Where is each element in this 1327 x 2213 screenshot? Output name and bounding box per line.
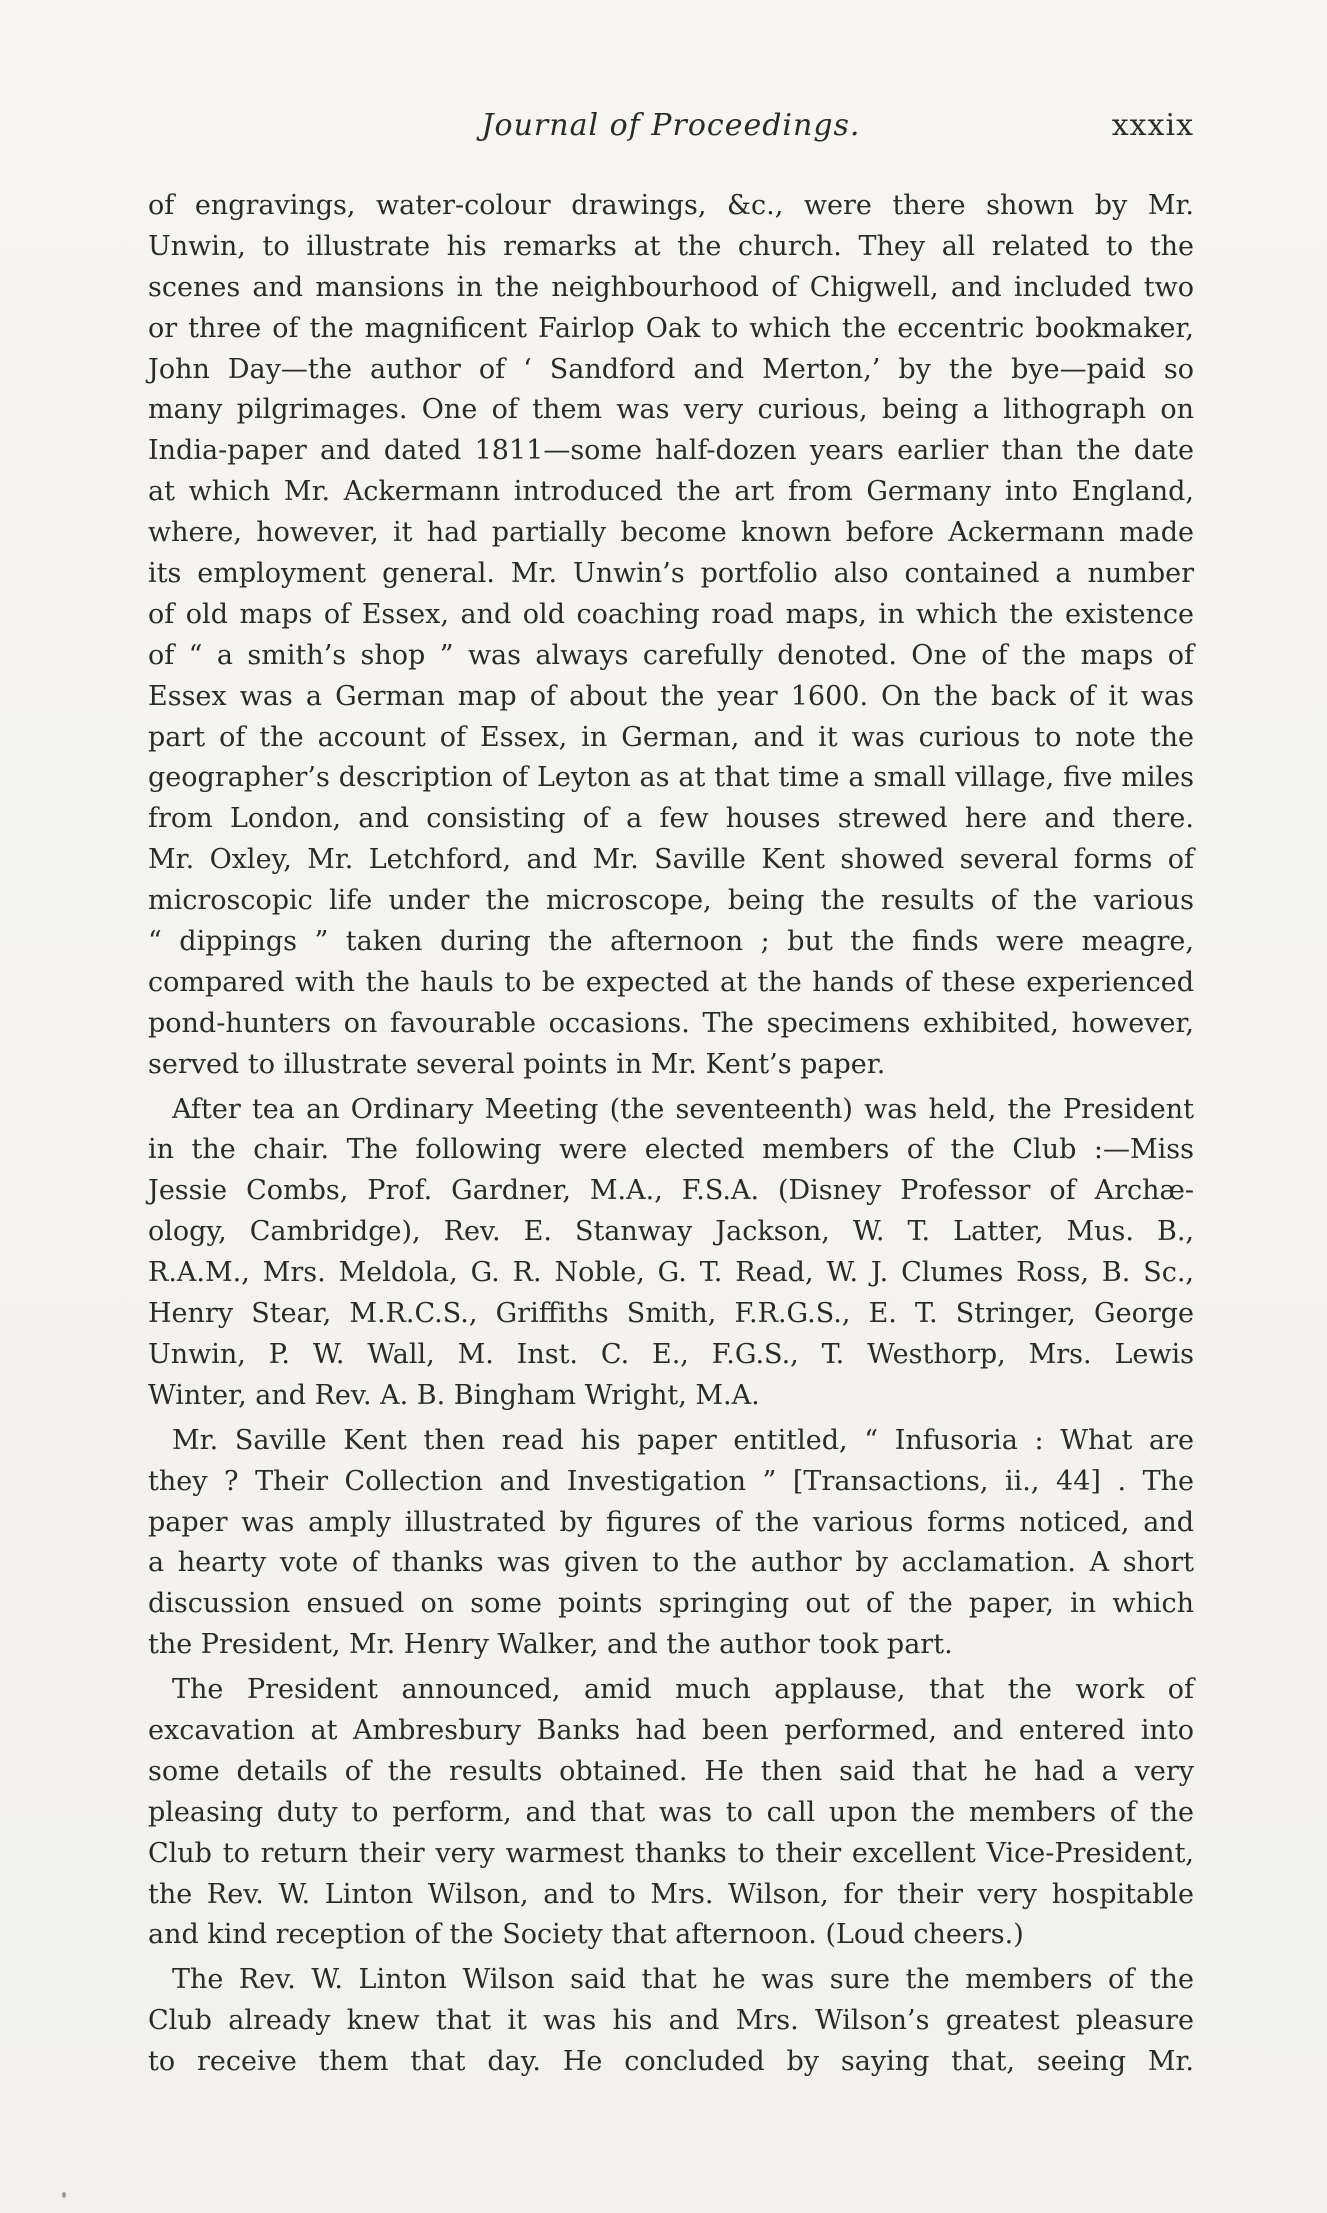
text-line: from London, and consisting of a few houses strewed here and there.: [148, 803, 1194, 835]
page-number: xxxix: [1111, 108, 1194, 143]
text-line: Essex was a German map of about the year 1600. On the back of it was: [148, 680, 1194, 712]
text-line: to receive them that day. He concluded by saying that, seeing Mr.: [148, 2046, 1194, 2078]
text-line: in the chair. The following were elected members of the Club :—Miss: [148, 1134, 1194, 1166]
text-line: The Rev. W. Linton Wilson said that he was sure the members of the: [172, 1964, 1194, 1996]
text-line: pleasing duty to perform, and that was to call upon the members of the: [148, 1796, 1194, 1828]
text-line: discussion ensued on some points springing out of the paper, in which: [148, 1588, 1194, 1620]
text-line: paper was amply illustrated by figures of the various forms noticed, and: [148, 1506, 1194, 1538]
text-line: After tea an Ordinary Meeting (the seventeenth) was held, the President: [172, 1093, 1194, 1125]
running-head: [148, 108, 1194, 152]
text-line: R.A.M., Mrs. Meldola, G. R. Noble, G. T. Read, W. J. Clumes Ross, B. Sc.,: [148, 1257, 1194, 1289]
paragraph: [148, 186, 1194, 1086]
text-line: its employment general. Mr. Unwin’s portfolio also contained a number: [148, 558, 1194, 590]
text-line: Winter, and Rev. A. B. Bingham Wright, M.A.: [148, 1379, 760, 1411]
text-line: geographer’s description of Leyton as at that time a small village, five miles: [148, 762, 1194, 794]
text-line: compared with the hauls to be expected at the hands of these experienced: [148, 966, 1194, 998]
text-line: Club already knew that it was his and Mrs. Wilson’s greatest pleasure: [148, 2005, 1194, 2037]
text-line: and kind reception of the Society that afternoon. (Loud cheers.): [148, 1919, 1024, 1951]
text-line: “ dippings ” taken during the afternoon ; but the finds were meagre,: [148, 926, 1194, 958]
text-line: of engravings, water-colour drawings, &c., were there shown by Mr.: [148, 190, 1194, 221]
text-line: many pilgrimages. One of them was very curious, being a lithograph on: [148, 394, 1194, 426]
text-line: the Rev. W. Linton Wilson, and to Mrs. Wilson, for their very hospitable: [148, 1878, 1194, 1910]
text-line: served to illustrate several points in Mr. Kent’s paper.: [148, 1048, 886, 1080]
text-line: where, however, it had partially become known before Ackermann made: [148, 517, 1194, 549]
text-line: of “ a smith’s shop ” was always carefully denoted. One of the maps of: [148, 639, 1194, 671]
text-line: Mr. Oxley, Mr. Letchford, and Mr. Saville Kent showed several forms of: [148, 844, 1194, 876]
text-line: The President announced, amid much applause, that the work of: [172, 1674, 1194, 1706]
text-line: they ? Their Collection and Investigation ” [Transactions, ii., 44] . The: [148, 1465, 1194, 1497]
running-title: Journal of Proceedings.: [481, 108, 861, 143]
text-line: Henry Stear, M.R.C.S., Griffiths Smith, F.R.G.S., E. T. Stringer, George: [148, 1298, 1194, 1330]
text-line: Unwin, P. W. Wall, M. Inst. C. E., F.G.S., T. Westhorp, Mrs. Lewis: [148, 1338, 1194, 1370]
text-line: the President, Mr. Henry Walker, and the author took part.: [148, 1629, 953, 1661]
text-line: microscopic life under the microscope, being the results of the various: [148, 885, 1194, 917]
text-line: or three of the magnificent Fairlop Oak to which the eccentric bookmaker,: [148, 312, 1194, 344]
text-line: pond-hunters on favourable occasions. The specimens exhibited, however,: [148, 1007, 1194, 1039]
paragraph: [148, 1090, 1194, 1417]
text-line: Club to return their very warmest thanks to their excellent Vice-President,: [148, 1837, 1194, 1869]
text-line: at which Mr. Ackermann introduced the art from Germany into England,: [148, 476, 1194, 508]
text-line: India-paper and dated 1811—some half-dozen years earlier than the date: [148, 435, 1194, 467]
text-line: John Day—the author of ‘ Sandford and Merton,’ by the bye—paid so: [148, 353, 1194, 385]
text-line: Unwin, to illustrate his remarks at the church. They all related to the: [148, 230, 1194, 262]
text-line: scenes and mansions in the neighbourhood of Chigwell, and included two: [148, 271, 1194, 303]
paper-speck: [62, 2192, 66, 2198]
body-text: [148, 186, 1194, 2083]
text-line: Mr. Saville Kent then read his paper entitled, “ Infusoria : What are: [172, 1424, 1194, 1456]
text-line: part of the account of Essex, in German, and it was curious to note the: [148, 721, 1194, 753]
text-line: ology, Cambridge), Rev. E. Stanway Jackson, W. T. Latter, Mus. B.,: [148, 1216, 1194, 1248]
text-line: Jessie Combs, Prof. Gardner, M.A., F.S.A. (Disney Professor of Archæ-: [148, 1175, 1194, 1207]
paragraph: [148, 1421, 1194, 1666]
paragraph: [148, 1670, 1194, 1956]
text-line: a hearty vote of thanks was given to the author by acclamation. A short: [148, 1547, 1194, 1579]
text-line: of old maps of Essex, and old coaching road maps, in which the existence: [148, 598, 1194, 630]
text-line: some details of the results obtained. He then said that he had a very: [148, 1755, 1194, 1787]
text-line: excavation at Ambresbury Banks had been performed, and entered into: [148, 1714, 1194, 1746]
paragraph: [148, 1960, 1194, 2083]
